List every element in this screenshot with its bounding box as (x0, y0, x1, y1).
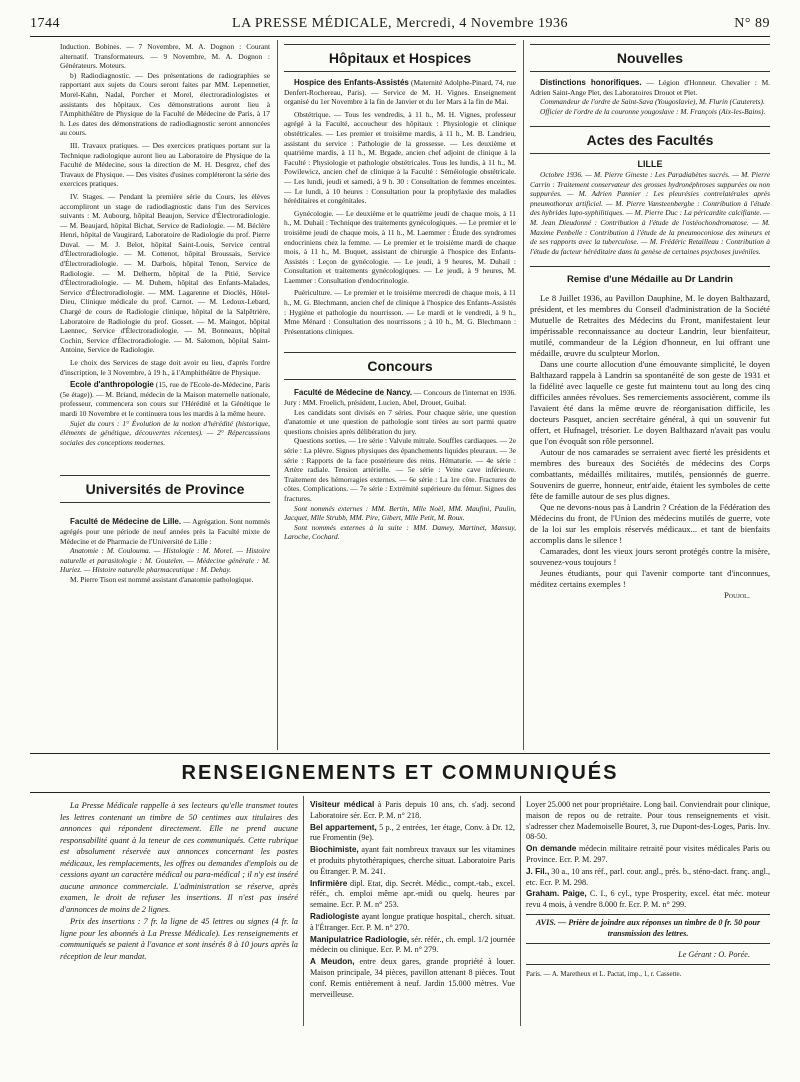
intro-paragraph: Induction. Bobines. — 7 Novembre, M. A. Dognon : Courant alternatif. Transformateurs. — 9 Novembre, M. A. Dognon : Générateurs. Moteurs. (60, 42, 270, 71)
concours-title: Concours (284, 352, 516, 380)
remise-paragraph-2: Dans une courte allocution d'une émouvante simplicité, le doyen Balthazard rappela à Landrin sa spontanéité de son geste de 1931 et la fidélité avec laquelle ce geste fut maintenu tout au long des cinq difficiles années révolues. Ses remerciements associèrent, comme ils l'avaient été dans la même œuvre de réorganisation difficile, les docteurs Pasquet, ancien secrétaire général, à qui un souvenir fut offert, et Hufnagel, trésorier. Le doyen Balthazard n'avait pas voulu que l'on évoquât son rôle personnel. (530, 358, 770, 446)
journal-title: LA PRESSE MÉDICALE, Mercredi, 4 Novembre 1936 (232, 16, 568, 31)
ads-column-3 (526, 800, 770, 1030)
imprimeur-line: Paris. — A. Maretheux et L. Pactat, imp., 1, r. Cassette. (526, 970, 682, 979)
ad-infirmiere-lead: Infirmière (310, 878, 348, 888)
questions-paragraph: Questions sorties. — 1re série : Valvule mitrale. Souffles cardiaques. — 2e série : La plèvre. Signes physiques des épanchements liquides pleuraux. — 3e série : Rapports de la face postérieure des reins. Hématurie. — 4e série : Artère radiale. Tension artérielle. — 5e série : Veine cave inférieure. Traitement des hémorragies externes. — 6e série : La 1re côte. Fractures de côtes. Complications. — 7e série : Extrémité supérieure du fémur. Signes des fractures. (284, 436, 516, 503)
tison-paragraph: M. Pierre Tison est nommé assistant d'anatomie pathologique. (70, 574, 254, 584)
remise-rule (530, 266, 770, 267)
column-rule-1 (277, 40, 278, 750)
ad-infirmiere (310, 879, 515, 911)
gynecologie-paragraph: Gynécologie. — Le deuxième et le quatrième jeudi de chaque mois, à 11 h., M. Duhail : Technique des traitements gynécologiques. — Le premier et le troisième jeudi de chaque mois, à 11 h., M. Laemmer : Étude des syndromes endocriniens chez la femme. — Le premier et le troisième mardi de chaque mois, à 11 h., M. Buquet, assistant de chirurgie à l'hospice des Enfants-Assistés : Leçon de gynécologie. — Le jeudi, à 9 heures, M. Duhail : Consultation et traitements gynécologiques. — Le jeudi, à 9 heures, M. Laemmer : Consultation d'endocrinologie. (284, 208, 516, 285)
ecole-paragraph (60, 380, 270, 418)
ad-visiteur (310, 800, 515, 822)
ad-radiologiste-text: ayant longue pratique hospital., cherch. situat. à l'Étranger. Ecr. P. M. n° 270. (310, 911, 515, 932)
ad-graham (526, 889, 770, 911)
lille-heading: LILLE (637, 159, 663, 170)
issue-number: N° 89 (734, 16, 770, 31)
lille-paragraph (60, 517, 270, 546)
ads-column-rule-2 (520, 796, 521, 1026)
distinctions-lead: Distinctions honorifiques. (540, 78, 642, 87)
nancy-paragraph (284, 388, 516, 407)
ads-column-2 (310, 800, 515, 1030)
ads-notice-column (60, 800, 298, 1035)
ad-radiologiste (310, 912, 515, 934)
avis-notice: AVIS. — Prière de joindre aux réponses un timbre de 0 fr. 50 pour transmission des lettres. (535, 917, 761, 938)
choix-paragraph: Le choix des Services de stage doit avoir eu lieu, d'après l'ordre d'inscription, le 3 Novembre, à 19 h., à l'Amphithéâtre de Physique. (60, 358, 270, 377)
remise-body (530, 293, 770, 601)
externes-suite-paragraph: Sont nommés externes à la suite : MM. Damey, Martinet, Mansuy, Laroche, Cochard. (284, 522, 516, 542)
ad-manipulatrice-text: sér. référ., ch. empl. 1/2 journée médecin ou clinique. Ecr. P. M. n° 279. (310, 934, 515, 955)
renseignements-rule (30, 792, 770, 793)
travaux-paragraph: III. Travaux pratiques. — Des exercices pratiques portant sur la Technique radiologique auront lieu au Laboratoire de Physique de la Faculté de Médecine, sous la direction de M. H. Desgrez, chef des Travaux de Physique. — Des visites d'usines compléteront la série des exercices pratiques. (60, 140, 270, 189)
externes-paragraph: Sont nommés externes : MM. Bertin, Mlle Noël, MM. Maufini, Paulin, Jacquet, Mlle Strubb, MM. Pire, Gibert, Mlle Petit, M. Roux. (284, 503, 516, 523)
avis-rule-top (526, 914, 770, 915)
hospice-text: (Maternité Adolphe-Pinard, 74, rue Denfert-Rochereau, Paris). — Service de M. H. Vignes. Enseignement organisé du 1er Novembre à la fin de Janvier et du 1er Mars à la fin de Mai. (284, 78, 516, 107)
lille-lead: Faculté de Médecine de Lille. (70, 517, 182, 527)
hospice-lead: Hospice des Enfants-Assistés (294, 78, 409, 87)
ads-column-rule-1 (303, 796, 304, 1026)
nouvelles-title: Nouvelles (530, 44, 770, 72)
remise-paragraph-1: Le 8 Juillet 1936, au Pavillon Dauphine, M. le doyen Balthazard, président, et les membres du Conseil d'administration de la Société Mutuelle de Retraites des Médecins du Front, manifestaient leur impérissable reconnaissance au docteur Landrin, leur bienfaiteur, mutilé, commandeur de la Légion d'honneur, en lui offrant une médaille, œuvre du sculpteur Morlon. (530, 292, 770, 358)
signature: Poujol. (724, 589, 750, 600)
ad-biochimiste (310, 845, 515, 877)
renseignements-title: RENSEIGNEMENTS ET COMMUNIQUÉS (181, 762, 619, 784)
ad-j-fil-text: 30 a., 10 ans réf., parl. cour. angl., prés. b., sténo-dact. franç. angl., etc. Ecr. P. M. 298. (526, 866, 770, 887)
header-rule (30, 36, 770, 37)
puericulture-paragraph: Puériculture. — Le premier et le troisième mercredi de chaque mois, à 11 h., M. G. Blechmann, ancien chef de clinique à l'hospice des Enfants-Assistés : Hygiène et pathologie du nourrisson. — Le mardi et le vendredi, à 9 h., Mme Ménard : Consultation des nourrissons ; à 10 h., M. G. Blechmann : Présentations cliniques. (284, 288, 516, 336)
ecole-lead: Ecole d'anthropologie (70, 380, 154, 390)
distinctions-text: — Légion d'Honneur. Chevalier : M. Adrien Saint-Ange Plet, des Laboratoires Drouot et Plet. (530, 78, 770, 97)
page-header (30, 14, 770, 36)
hospice-paragraph (284, 78, 516, 107)
ad-radiologiste-lead: Radiologiste (310, 911, 360, 921)
ad-graham-text: C. I., 6 cyl., type Prosperity, excel. état méc. moteur revu 4 mois, à vendre 8.000 fr. Ecr. P. M. n° 299. (526, 889, 770, 910)
ad-visiteur-text: à Paris depuis 10 ans, ch. s'adj. second Laboratoire sér. Ecr. P. M. n° 218. (310, 800, 515, 820)
remise-paragraph-4: Que ne devons-nous pas à Landrin ? Création de la Fédération des Médecins du front, de l'Union des médecins mutilés de guerre, vote de la loi sur les emplois réservés médicaux... et tant de bienfaits accomplis dans le silence ! (530, 501, 770, 545)
remise-paragraph-3: Autour de nos camarades se serraient avec fierté les présidents et membres des bureaux des Sociétés de médecins des Corps combattants, médaillés militaires, mutilés, pensionnés de guerre. Souvenirs de guerre, honneur, entr'aide, étaient les symboles de cette fête de famille autour de ses plus dignes. (530, 446, 770, 501)
ad-j-fil (526, 867, 770, 889)
ad-meudon (310, 957, 515, 1000)
nancy-paragraph-2: Les candidats sont divisés en 7 séries. Pour chaque série, une question d'anatomie et une question de pathologie sont tirées au sort parmi quatre questions choisies après délibération du jury. (284, 407, 516, 436)
ordre-paragraph-1: Commandeur de l'ordre de Saint-Sava (Yougoslavie), M. Flurin (Cauterets). (540, 97, 765, 107)
ad-biochimiste-lead: Biochimiste, (310, 845, 359, 855)
ad-j-fil-lead: J. Fil., (526, 866, 550, 876)
ad-meudon-text: entre deux gares, grande propriété à louer. Maison principale, 34 pièces, pavillon attenant 8 pièces. Tout conf. Remis entièrement à neuf. Jardin 15.000 mètres. Vue merveilleuse. (310, 957, 515, 999)
universites-title: Universités de Province (60, 475, 270, 503)
ad-on-demande (526, 844, 770, 866)
ad-appartement-text: 5 p., 2 entrées, 1er étage, Conv. à Dr. 12, rue Fromentin (9e). (310, 822, 515, 843)
bottom-section-rule (30, 753, 770, 754)
nancy-lead: Faculté de Médecine de Nancy. (294, 388, 413, 398)
imprimeur-rule (526, 964, 770, 965)
ad-manipulatrice (310, 935, 515, 957)
column-2 (284, 42, 516, 752)
remise-paragraph-5: Camarades, dont les vieux jours seront protégés contre la misère, souvenez-vous toujours ! (530, 545, 770, 567)
column-3 (530, 42, 770, 752)
theses-paragraph: Octobre 1936. — M. Pierre Gineste : Les Paradiabètes sucrés. — M. Pierre Carrin : Traitement conservateur des grosses hydronéphroses suppurées ou non suppurées. — M. Adrien Pannier : Les pleurésies contrelatérales après pneumothorax artificiel. — M. Pierre Vansteenberghe : Contribution à l'étude des hybrides lupo-syphilitiques. — M. Pierre Duc : La péricardite calcifiante. — M. Jean Dieudonné : Contribution à l'étude de l'ostéochondromatose. — M. Maxime Penbelle : Contribution à l'étude de la pneumoconiose des mineurs et de ses rapports avec la tuberculose. — M. Frédéric Retailleau : Contribution à l'étude du facteur héréditaire dans la genèse de certaines psychoses juvéniles. (530, 169, 770, 256)
actes-title: Actes des Facultés (530, 126, 770, 154)
obstetrique-paragraph: Obstétrique. — Tous les vendredis, à 11 h., M. H. Vignes, professeur agrégé à la Faculté, accoucheur des hôpitaux : Physiologie et clinique obstétricales. — Les premier et troisième mardis, à 11 h., M. B. Landrieu, assistant du service : Pathologie de la grossesse. — Les deuxième et quatrième mardis, à 11 h., M. Brgade, ancien chef adjoint de clinique à la Faculté : Physiologie et pathologie obstétricales. Tous les lundis, à 11 h., M. Powilewicz, ancien chef de clinique à la Faculté : Séméiologie obstétricale. — Les lundi, jeudi et samedi, à 9 h. 30 : Consultation de femmes enceintes. — Le lundi, à 10 heures : Consultation pour la prophylaxie des maladies héréditaires et congénitales. (284, 109, 516, 206)
ordre-paragraph-2: Officier de l'ordre de la couronne yougoslave : M. François (Aix-les-Bains). (540, 106, 766, 116)
ad-on-demande-lead: On demande (526, 844, 577, 854)
ad-loyer: Loyer 25.000 net pour propriétaire. Long bail. Conviendrait pour clinique, maison de repos ou de retraite. Pour tous renseignements et visit. s'adresser chez Mademoiselle Bouret, 3, rue Dupont-des-Loges, Paris. Inv. 08-50. (526, 800, 770, 842)
ads-prix: Prix des insertions : 7 fr. la ligne de 45 lettres ou signes (4 fr. la ligne pour les abonnés à La Presse Médicale). Les renseignements et communiqués se paient à l'avance et sont insérés 8 à 10 jours après la réception de leur mandat. (60, 917, 298, 961)
ad-infirmiere-text: dipl. Etat, dip. Secrét. Médic., compt.-tab., excel. référ., ch. emploi même apr.-midi ou quelq. heures par semaine. Ecr. P. M. n° 253. (310, 878, 515, 910)
column-rule-2 (523, 40, 524, 750)
sujet-paragraph: Sujet du cours : 1° Évolution de la notion d'hérédité (historique, éléments de génétique, découvertes récentes). — 2° Répercussions sociales des conceptions modernes. (60, 418, 270, 447)
ad-manipulatrice-lead: Manipulatrice Radiologie, (310, 934, 410, 944)
ad-meudon-lead: A Meudon, (310, 957, 355, 967)
ads-notice: La Presse Médicale rappelle à ses lecteurs qu'elle transmet toutes les lettres contenant un timbre de 50 centimes aux titulaires des annonces qui répondent directement. Elle ne prend aucune responsabilité quant à la teneur de ces communiqués. Cette rubrique est absolument réservée aux annonces concernant les postes médicaux, les remplacements, les offres ou demandes d'emplois ou de cessions ayant un caractère médical ou para-médical ; il n'y est inséré aucune annonce commerciale. L'administration se réserve, après examen, le droit de refuser les insertions. Il n'est pas inséré d'annonces de moins de 2 lignes. (60, 801, 298, 914)
page-number: 1744 (30, 16, 60, 31)
ad-on-demande-text: médecin militaire retraité pour visites médicales Paris ou Province. Ecr. P. M. 297. (526, 844, 770, 864)
remise-paragraph-6: Jeunes étudiants, pour qui l'avenir comporte tant d'inconnues, méditez certains exemples ! (530, 567, 770, 589)
ecole-text: (15, rue de l'Ecole-de-Médecine, Paris (5e étage)). — M. Briand, médecin de la Maison maternelle nationale, professeur, commencera son cours sur l'Hérédité et la Génétique le mardi 10 Novembre et le continuera tous les mardis à la même heure. (60, 380, 270, 418)
radiodiagnostic-paragraph: b) Radiodiagnostic. — Des présentations de radiographies se rapportant aux sujets du Cours seront faites par MM. Lepennetier, Morel-Kahn, Nadal, Porcher et Morel, électroradiologistes et assistants des hôpitaux. Ces démonstrations auront lieu à l'Amphithéâtre de Physique de la Faculté de Médecine de Paris, à 17 h. Les dates des démonstrations de radiodiagnostic seront annoncées au cours. (60, 70, 270, 138)
hopitaux-title: Hôpitaux et Hospices (284, 44, 516, 72)
avis-rule-bottom (526, 943, 770, 944)
remise-title: Remise d'une Médaille au Dr Landrin (567, 274, 733, 286)
ad-appartement (310, 823, 515, 845)
ad-biochimiste-text: ayant fait nombreux travaux sur les vitamines et produits phytothérapiques, cherche situat. Laboratoire Paris ou Étranger. P. M. 241. (310, 845, 515, 876)
stages-paragraph: IV. Stages. — Pendant la première série du Cours, les élèves accompliront un stage de radiodiagnostic dans l'un des Services suivants : M. Aubourg, hôpital Beaujon, Service d'Électroradiologie. — M. Beaujard, hôpital Bichat, Service de Radiologie. — M. Béclère Henri, hôpital de Vaugirard, Laboratoire de Radiologie du prof. Pierre Duval. — M. J. Belot, hôpital Saint-Louis, Service central d'Électroradiologie. — M. Cottenot, hôpital Broussais, Service d'Électroradiologie. — M. Darbois, hôpital Tenon, Service de Radiologie. — M. Delherm, hôpital de la Pitié, Service d'Électroradiologie. — M. Duhem, hôpital des Enfants-Malades, Service d'Électroradiologie. — MM. Lagarenne et Dioclès, Hôtel-Dieu, Clinique médicale du prof. Carnot. — M. Ledoux-Lebard, Chargé de cours de Radiologie clinique, hôpital de la Salpêtrière, Laboratoire de Radiologie du prof. Gosset. — M. Maingot, hôpital Laennec, Service d'Électroradiologie. — M. Bonneaux, hôpital Cochin, Service d'Électroradiologie. — M. Salomon, hôpital Saint-Antoine, Service de Radiologie. (60, 191, 270, 355)
distinctions-paragraph (530, 78, 770, 97)
lille-list: Anatomie : M. Coulouma. — Histologie : M. Morel. — Histoire naturelle et parasitologie : M. Goutelen. — Médecine générale : M. Huriez. — Histoire naturelle pharmaceutique : M. Dehay. (60, 546, 270, 575)
ad-visiteur-lead: Visiteur médical (310, 800, 375, 809)
ad-graham-lead: Graham. Paige, (526, 889, 587, 899)
lille-text: — Agrégation. Sont nommés agrégés pour une période de neuf années près la Faculté mixte de Médecine et de Pharmacie de l'Université de Lille : (60, 517, 270, 546)
nancy-text: — Concours de l'internat en 1936. Jury : MM. Froelich, président, Lucien, Abel, Drouet, Guibal. (284, 388, 516, 408)
column-1 (60, 42, 270, 752)
gerant-line: Le Gérant : O. Porée. (678, 949, 750, 959)
ad-appartement-lead: Bel appartement, (310, 822, 377, 832)
